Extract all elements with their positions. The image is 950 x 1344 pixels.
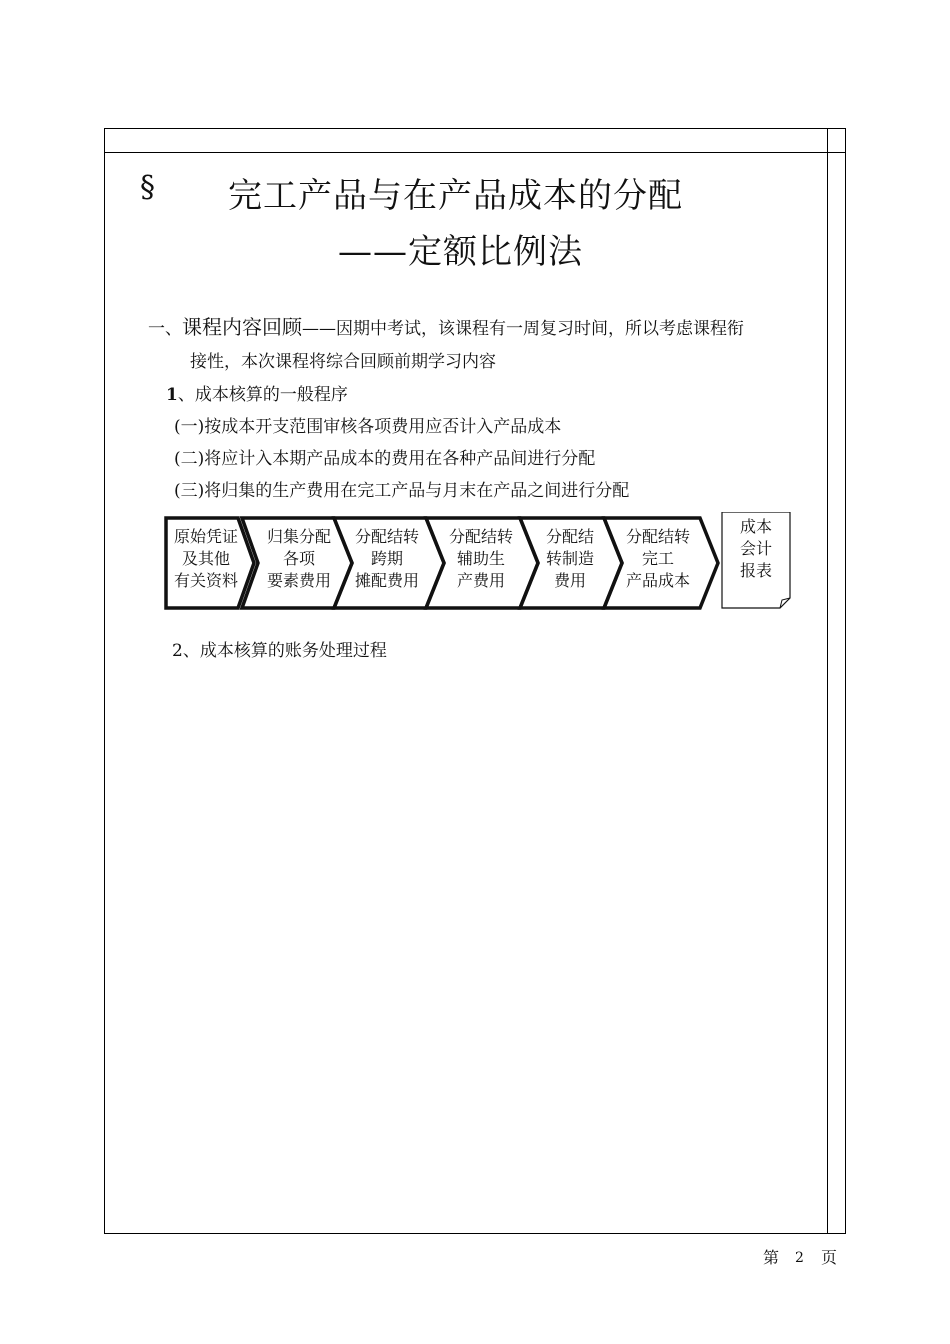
item-1 [166, 380, 348, 405]
item-1-number: 1 [166, 385, 178, 405]
flow-stage-2-label: 归集分配 各项 要素费用 [266, 527, 331, 590]
section-intro-line1: ——因期中考试，该课程有一周复习时间，所以考虑课程衔 [302, 319, 744, 339]
footer-page-prefix: 第 [763, 1248, 780, 1267]
step-3: (三)将归集的生产费用在完工产品与月末在产品之间进行分配 [174, 481, 630, 501]
item-2: 2、成本核算的账务处理过程 [172, 641, 387, 661]
section-prefix: 一、 [148, 319, 182, 339]
section-heading [148, 314, 828, 342]
page-subtitle: ——定额比例法 [338, 232, 583, 272]
footer-page-suffix: 页 [821, 1248, 838, 1267]
flow-stage-3-label: 分配结转 跨期 摊配费用 [354, 527, 419, 590]
flow-stage-5-label: 分配结 转制造 费用 [545, 527, 594, 590]
flow-report-label: 成本 会计 报表 [739, 517, 772, 580]
frame-margin-rule [827, 128, 828, 1234]
section-heading-text: 课程内容回顾 [182, 315, 302, 339]
step-1: (一)按成本开支范围审核各项费用应否计入产品成本 [174, 417, 562, 437]
flow-stage-4-label: 分配结转 辅助生 产费用 [448, 527, 513, 590]
frame-header-rule [104, 152, 846, 153]
cost-process-flowchart [162, 512, 802, 622]
section-symbol: § [140, 170, 155, 205]
item-1-text: 、成本核算的一般程序 [177, 385, 348, 405]
page-frame [104, 128, 846, 1234]
footer-page-number: 2 [795, 1250, 804, 1266]
flow-stage-1-label: 原始凭证 及其他 有关资料 [173, 527, 238, 590]
page-title: 完工产品与在产品成本的分配 [228, 176, 683, 216]
flow-stage-6-label: 分配结转 完工 产品成本 [625, 527, 690, 590]
section-intro-line2: 接性，本次课程将综合回顾前期学习内容 [190, 352, 496, 372]
step-2: (二)将应计入本期产品成本的费用在各种产品间进行分配 [174, 449, 596, 469]
